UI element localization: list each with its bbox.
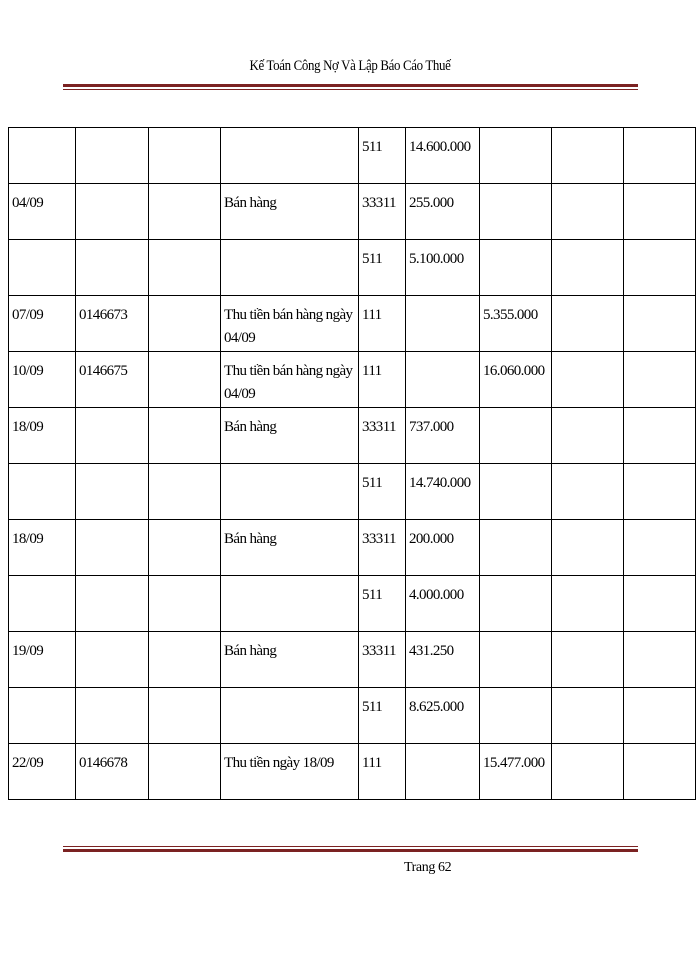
table-row	[9, 296, 696, 352]
date-cell	[9, 688, 76, 744]
description-cell: Bán hàng	[221, 520, 359, 576]
account-cell: 511	[359, 464, 406, 520]
blank-cell	[624, 464, 696, 520]
document-number-cell	[76, 688, 149, 744]
description-cell: Bán hàng	[221, 632, 359, 688]
credit-amount-cell: 15.477.000	[480, 744, 552, 800]
document-number-cell	[76, 408, 149, 464]
description-cell: Thu tiền bán hàng ngày 04/09	[221, 296, 359, 352]
blank-cell	[552, 240, 624, 296]
table-row	[9, 744, 696, 800]
credit-amount-cell	[480, 240, 552, 296]
blank-cell	[552, 576, 624, 632]
blank-cell	[149, 352, 221, 408]
debit-amount-cell: 200.000	[406, 520, 480, 576]
credit-amount-cell	[480, 688, 552, 744]
date-cell: 19/09	[9, 632, 76, 688]
account-cell: 33311	[359, 632, 406, 688]
blank-cell	[149, 688, 221, 744]
debit-amount-cell: 14.740.000	[406, 464, 480, 520]
credit-amount-cell	[480, 576, 552, 632]
table-row	[9, 240, 696, 296]
credit-amount-cell	[480, 128, 552, 184]
description-cell	[221, 464, 359, 520]
account-cell: 511	[359, 240, 406, 296]
page-number: Trang 62	[404, 860, 452, 875]
blank-cell	[624, 632, 696, 688]
date-cell	[9, 240, 76, 296]
footer-rule	[63, 846, 638, 852]
blank-cell	[149, 408, 221, 464]
debit-amount-cell: 4.000.000	[406, 576, 480, 632]
account-cell: 511	[359, 576, 406, 632]
blank-cell	[149, 744, 221, 800]
date-cell: 22/09	[9, 744, 76, 800]
date-cell: 07/09	[9, 296, 76, 352]
blank-cell	[149, 576, 221, 632]
description-cell	[221, 688, 359, 744]
debit-amount-cell: 431.250	[406, 632, 480, 688]
credit-amount-cell	[480, 520, 552, 576]
debit-amount-cell	[406, 744, 480, 800]
date-cell	[9, 128, 76, 184]
blank-cell	[149, 296, 221, 352]
blank-cell	[624, 240, 696, 296]
blank-cell	[149, 128, 221, 184]
document-number-cell: 0146673	[76, 296, 149, 352]
blank-cell	[149, 240, 221, 296]
document-number-cell	[76, 240, 149, 296]
table-row	[9, 576, 696, 632]
date-cell: 10/09	[9, 352, 76, 408]
description-cell	[221, 128, 359, 184]
account-cell: 111	[359, 352, 406, 408]
debit-amount-cell: 5.100.000	[406, 240, 480, 296]
description-cell: Bán hàng	[221, 184, 359, 240]
document-number-cell	[76, 128, 149, 184]
blank-cell	[624, 688, 696, 744]
document-number-cell	[76, 184, 149, 240]
account-cell: 33311	[359, 520, 406, 576]
blank-cell	[624, 184, 696, 240]
description-cell	[221, 240, 359, 296]
ledger-body	[9, 128, 696, 800]
document-number-cell: 0146675	[76, 352, 149, 408]
blank-cell	[552, 632, 624, 688]
blank-cell	[624, 744, 696, 800]
blank-cell	[552, 128, 624, 184]
debit-amount-cell: 8.625.000	[406, 688, 480, 744]
blank-cell	[552, 464, 624, 520]
date-cell: 18/09	[9, 408, 76, 464]
account-cell: 511	[359, 128, 406, 184]
table-row	[9, 408, 696, 464]
document-number-cell	[76, 632, 149, 688]
blank-cell	[149, 184, 221, 240]
credit-amount-cell	[480, 464, 552, 520]
date-cell	[9, 576, 76, 632]
table-row	[9, 688, 696, 744]
blank-cell	[149, 464, 221, 520]
document-number-cell	[76, 576, 149, 632]
table-row	[9, 184, 696, 240]
description-cell: Thu tiền bán hàng ngày 04/09	[221, 352, 359, 408]
blank-cell	[552, 184, 624, 240]
date-cell	[9, 464, 76, 520]
document-number-cell	[76, 520, 149, 576]
description-cell	[221, 576, 359, 632]
header-rule	[63, 84, 638, 90]
table-row	[9, 464, 696, 520]
date-cell: 18/09	[9, 520, 76, 576]
table-row	[9, 632, 696, 688]
debit-amount-cell	[406, 352, 480, 408]
page-header-title: Kế Toán Công Nợ Và Lập Báo Cáo Thuế	[249, 58, 451, 74]
blank-cell	[552, 744, 624, 800]
document-number-cell	[76, 464, 149, 520]
blank-cell	[624, 296, 696, 352]
table-row	[9, 520, 696, 576]
account-cell: 33311	[359, 408, 406, 464]
description-cell: Bán hàng	[221, 408, 359, 464]
blank-cell	[624, 408, 696, 464]
description-cell: Thu tiền ngày 18/09	[221, 744, 359, 800]
debit-amount-cell: 737.000	[406, 408, 480, 464]
blank-cell	[552, 296, 624, 352]
document-number-cell: 0146678	[76, 744, 149, 800]
debit-amount-cell: 14.600.000	[406, 128, 480, 184]
blank-cell	[552, 352, 624, 408]
blank-cell	[624, 128, 696, 184]
date-cell: 04/09	[9, 184, 76, 240]
table-row	[9, 352, 696, 408]
credit-amount-cell	[480, 184, 552, 240]
blank-cell	[149, 520, 221, 576]
blank-cell	[552, 520, 624, 576]
blank-cell	[624, 352, 696, 408]
blank-cell	[149, 632, 221, 688]
blank-cell	[624, 520, 696, 576]
account-cell: 33311	[359, 184, 406, 240]
ledger-table	[8, 127, 696, 800]
blank-cell	[552, 688, 624, 744]
account-cell: 111	[359, 296, 406, 352]
debit-amount-cell: 255.000	[406, 184, 480, 240]
account-cell: 111	[359, 744, 406, 800]
blank-cell	[624, 576, 696, 632]
table-row	[9, 128, 696, 184]
credit-amount-cell	[480, 632, 552, 688]
debit-amount-cell	[406, 296, 480, 352]
account-cell: 511	[359, 688, 406, 744]
credit-amount-cell: 5.355.000	[480, 296, 552, 352]
blank-cell	[552, 408, 624, 464]
credit-amount-cell: 16.060.000	[480, 352, 552, 408]
credit-amount-cell	[480, 408, 552, 464]
